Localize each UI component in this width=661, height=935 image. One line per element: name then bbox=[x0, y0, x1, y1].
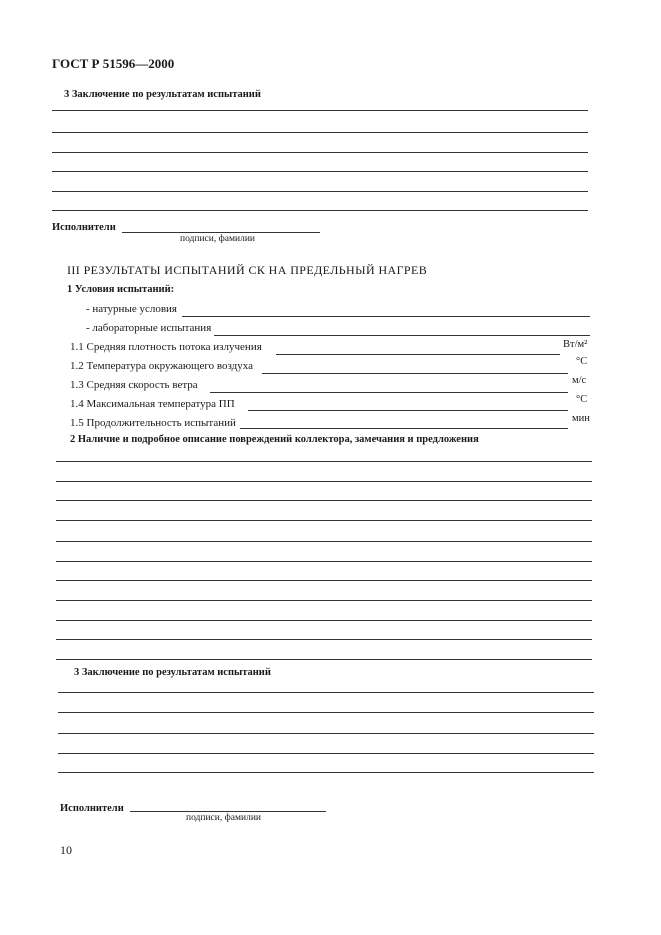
signature-line bbox=[122, 232, 320, 233]
writing-line bbox=[52, 132, 588, 133]
conclusion-heading: 3 Заключение по результатам испытаний bbox=[74, 667, 271, 678]
item-air-temp-label: 1.2 Температура окружающего воздуха bbox=[70, 360, 253, 372]
executors-label: Исполнители bbox=[60, 803, 124, 814]
executors-label-prev: Исполнители bbox=[52, 222, 116, 233]
item-duration-unit: мин bbox=[572, 413, 590, 424]
writing-line bbox=[56, 600, 592, 601]
writing-line bbox=[52, 191, 588, 192]
conditions-heading: 1 Условия испытаний: bbox=[67, 284, 175, 295]
writing-line bbox=[56, 541, 592, 542]
section-title: III РЕЗУЛЬТАТЫ ИСПЫТАНИЙ СК НА ПРЕДЕЛЬНЫЙ НАГРЕВ bbox=[67, 263, 428, 277]
item-max-temp-line bbox=[248, 410, 568, 411]
writing-line bbox=[58, 733, 594, 734]
writing-line bbox=[56, 620, 592, 621]
item-max-temp-unit: °С bbox=[576, 394, 588, 405]
writing-line bbox=[52, 152, 588, 153]
writing-line bbox=[58, 772, 594, 773]
document-code: ГОСТ Р 51596—2000 bbox=[52, 56, 175, 71]
page-number: 10 bbox=[60, 843, 72, 857]
conclusion-heading-prev: 3 Заключение по результатам испытаний bbox=[64, 89, 261, 100]
item-radiation-label: 1.1 Средняя плотность потока излучения bbox=[70, 341, 262, 353]
writing-line bbox=[58, 692, 594, 693]
writing-line bbox=[56, 639, 592, 640]
writing-line bbox=[56, 659, 592, 660]
lab-tests-line bbox=[214, 335, 590, 336]
writing-line bbox=[52, 210, 588, 211]
item-wind-label: 1.3 Средняя скорость ветра bbox=[70, 379, 198, 391]
signature-line bbox=[130, 811, 326, 812]
writing-line bbox=[56, 461, 592, 462]
item-air-temp-line bbox=[262, 373, 568, 374]
writing-line bbox=[52, 171, 588, 172]
lab-tests-label: - лабораторные испытания bbox=[86, 322, 212, 334]
writing-line bbox=[56, 580, 592, 581]
signature-caption: подписи, фамилии bbox=[186, 813, 261, 823]
writing-line bbox=[56, 481, 592, 482]
item-air-temp-unit: °С bbox=[576, 356, 588, 367]
item-duration-line bbox=[240, 428, 568, 429]
writing-line bbox=[56, 561, 592, 562]
writing-line bbox=[56, 500, 592, 501]
writing-line bbox=[52, 110, 588, 111]
item-duration-label: 1.5 Продолжительность испытаний bbox=[70, 417, 236, 429]
damage-heading: 2 Наличие и подробное описание повреждений коллектора, замечания и предложения bbox=[70, 434, 479, 445]
writing-line bbox=[58, 753, 594, 754]
natural-conditions-label: - натурные условия bbox=[86, 303, 177, 315]
item-max-temp-label: 1.4 Максимальная температура ПП bbox=[70, 398, 235, 410]
item-radiation-line bbox=[276, 354, 560, 355]
item-wind-line bbox=[210, 392, 568, 393]
signature-caption-prev: подписи, фамилии bbox=[180, 234, 255, 244]
item-wind-unit: м/с bbox=[572, 375, 587, 386]
natural-conditions-line bbox=[182, 316, 590, 317]
writing-line bbox=[58, 712, 594, 713]
writing-line bbox=[56, 520, 592, 521]
item-radiation-unit: Вт/м² bbox=[563, 339, 588, 350]
